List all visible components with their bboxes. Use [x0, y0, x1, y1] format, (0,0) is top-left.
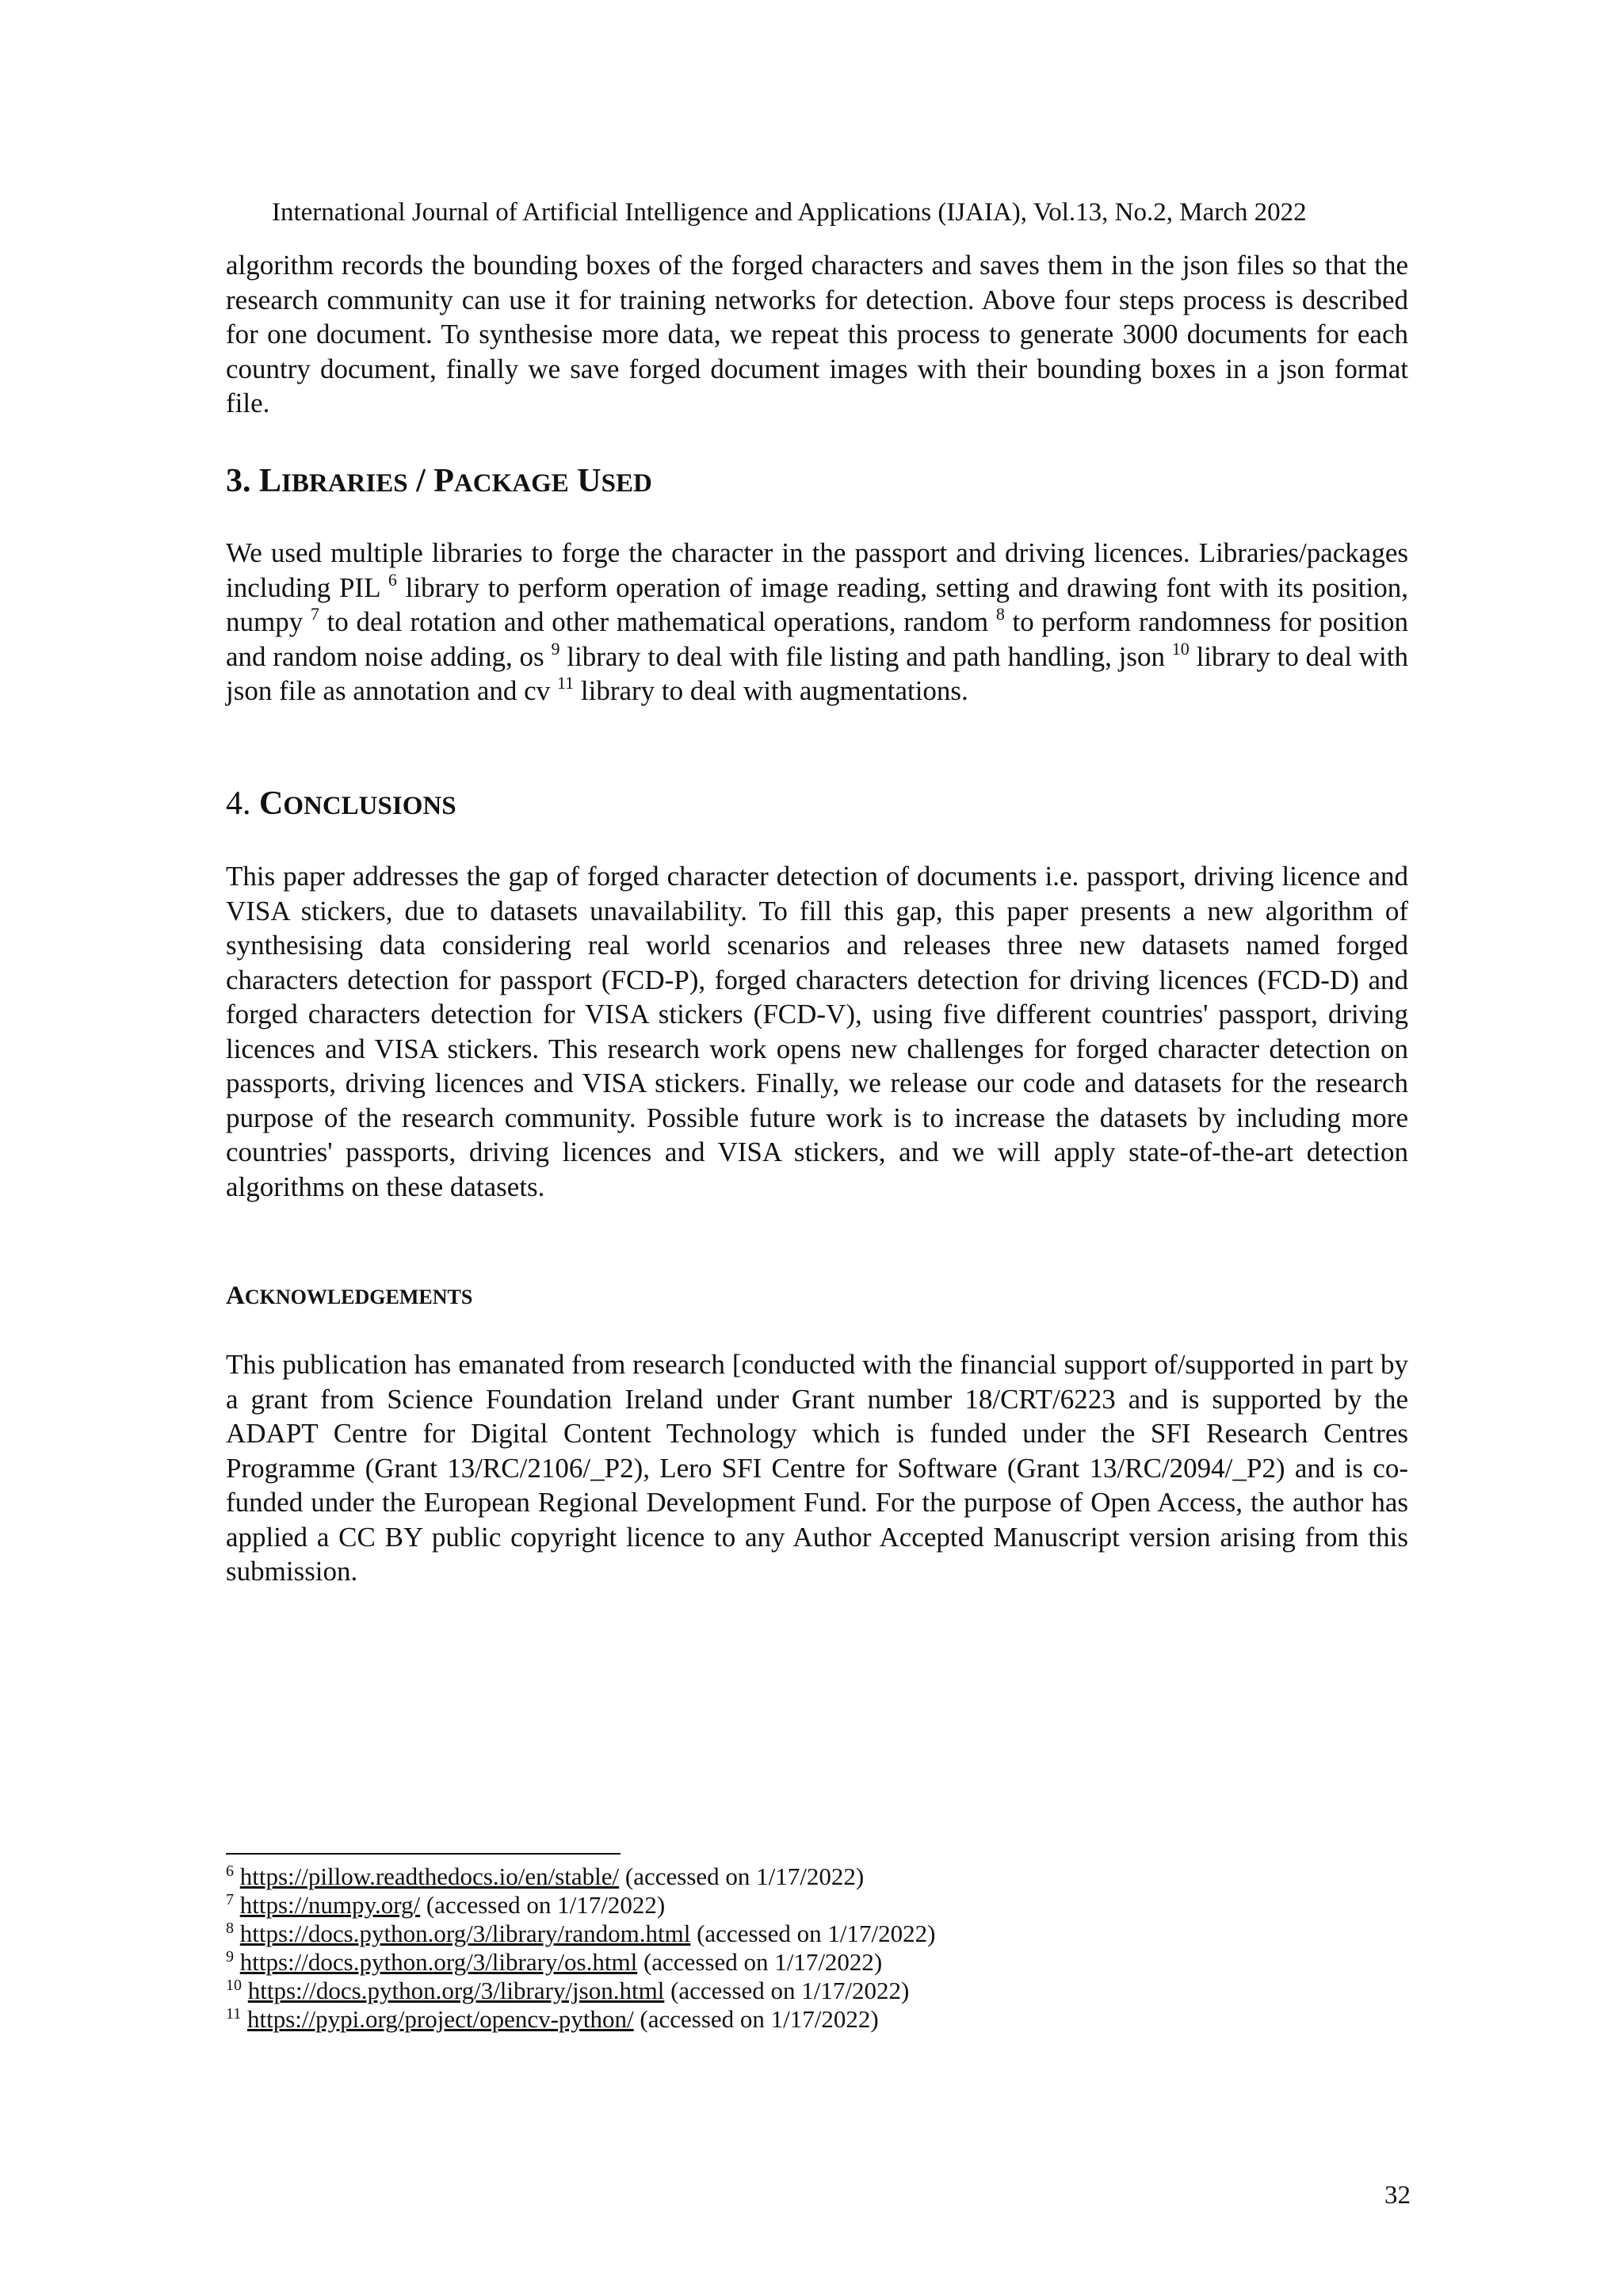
footnote-ref-8: 8 — [995, 604, 1005, 624]
intro-paragraph: algorithm records the bounding boxes of the forged characters and saves them in the json files so that the research community can use it for training networks for detection. Above four steps process is described for one document. To synthesise more data, we repeat this process to generate 3000 documents for each country document, finally we save forged document images with their bounding boxes in a json format file. — [226, 250, 1408, 418]
footnote-ref-11: 11 — [556, 673, 575, 693]
section-4-paragraph: This paper addresses the gap of forged character detection of documents i.e. passport, driving licence and VISA stickers, due to datasets unavailability. To fill this gap, this paper presents a new algorithm of synthesising data considering real world scenarios and releases three new datasets named forged characters detection for passport (FCD-P), forged characters detection for driving licences (FCD-D) and forged characters detection for VISA stickers (FCD-V), using five different countries' passport, driving licences and VISA stickers. This research work opens new challenges for forged character detection on passports, driving licences and VISA stickers. Finally, we release our code and datasets for the research purpose of the research community. Possible future work is to increase the datasets by including more countries' passports, driving licences and VISA stickers, and we will apply state-of-the-art detection algorithms on these datasets. — [226, 861, 1408, 1202]
section-4-number: 4. — [226, 785, 251, 822]
page-number: 32 — [1384, 2181, 1411, 2210]
section-4-title: CONCLUSIONS — [259, 785, 456, 822]
section-3-heading — [226, 461, 1408, 503]
footnote-10: $^{10}$ https://docs.python.org/3/library/json.html (accessed on 1/17/2022) — [226, 1977, 910, 2004]
footnote-10-link[interactable]: https://docs.python.org/3/library/json.html — [247, 1977, 665, 2004]
acknowledgements-paragraph: This publication has emanated from research [conducted with the financial support of/supported in part by a grant from Science Foundation Ireland under Grant number 18/CRT/6223 and is supported by the ADAPT Centre for Digital Content Technology which is funded under the SFI Research Centres Programme (Grant 13/RC/2106/_P2), Lero SFI Centre for Software (Grant 13/RC/2094/_P2) and is co-funded under the European Regional Development Fund. For the purpose of Open Access, the author has applied a CC BY public copyright licence to any Author Accepted Manuscript version arising from this submission. — [226, 1349, 1408, 1587]
acknowledgements-paragraph-block — [226, 1347, 1408, 1589]
footnotes — [226, 1862, 1335, 2034]
running-header: International Journal of Artificial Intelligence and Applications (IJAIA), Vol.13, No.2, March 2022 — [272, 198, 1307, 227]
footnote-8: $^8$ https://docs.python.org/3/library/random.html (accessed on 1/17/2022) — [226, 1920, 936, 1947]
footnote-7: $^7$ https://numpy.org/ (accessed on 1/17/2022) — [226, 1891, 666, 1919]
footnote-9-link[interactable]: https://docs.python.org/3/library/os.html — [239, 1948, 638, 1976]
section-4-paragraph-block — [226, 859, 1408, 1204]
footnote-11-link[interactable]: https://pypi.org/project/opencv-python/ — [247, 2005, 634, 2033]
intro-paragraph-block — [226, 248, 1408, 421]
footnote-ref-10: 10 — [1171, 638, 1190, 659]
footnote-ref-7: 7 — [310, 604, 319, 624]
section-3-title: LIBRARIES / PACKAGE USED — [259, 463, 652, 499]
footnote-separator — [226, 1853, 621, 1855]
section-3-number: 3. — [226, 463, 251, 499]
footnote-6-link[interactable]: https://pillow.readthedocs.io/en/stable/ — [239, 1862, 620, 1890]
acknowledgements-heading: ACKNOWLEDGEMENTS — [226, 1282, 473, 1310]
footnote-ref-6: 6 — [388, 569, 397, 590]
section-3-paragraph: We used multiple libraries to forge the character in the passport and driving licences. Libraries/packages including PIL $^6$ library to perform operation of image reading, setting and drawing font with its position, numpy $^7$ to deal rotation and other mathematical operations, random $^8$ to perform randomness for position and random noise adding, os $^9$ library to deal with file listing and path handling, json $^{10}$ library to deal with json file as annotation and cv $^{11}$ library to deal with augmentations. — [226, 537, 1409, 706]
section-3-paragraph-block — [226, 536, 1408, 709]
section-4-heading — [226, 784, 1408, 826]
footnote-ref-9: 9 — [551, 638, 560, 659]
footnote-7-link[interactable]: https://numpy.org/ — [239, 1891, 421, 1919]
footnote-11: $^{11}$ https://pypi.org/project/opencv-python/ (accessed on 1/17/2022) — [226, 2005, 879, 2033]
footnote-9: $^9$ https://docs.python.org/3/library/os.html (accessed on 1/17/2022) — [226, 1948, 883, 1976]
footnote-8-link[interactable]: https://docs.python.org/3/library/random.html — [239, 1920, 691, 1947]
footnote-6: $^6$ https://pillow.readthedocs.io/en/stable/ (accessed on 1/17/2022) — [226, 1862, 865, 1890]
